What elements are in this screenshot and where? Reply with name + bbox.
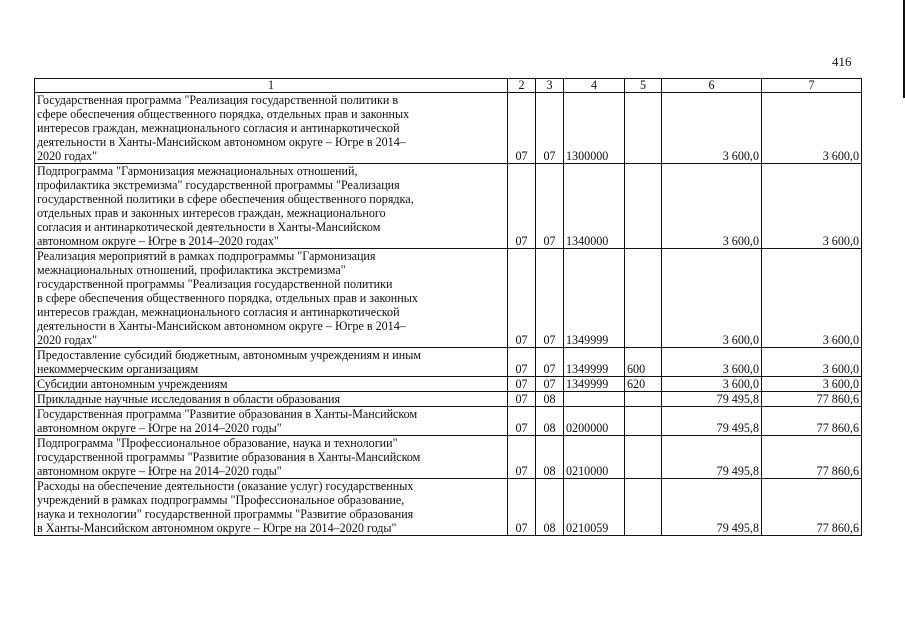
row-amount-1: 3 600,0 [662, 164, 762, 249]
row-amount-2: 77 860,6 [762, 479, 862, 536]
row-amount-2: 77 860,6 [762, 392, 862, 407]
row-target-code [564, 392, 625, 407]
row-target-code: 0210000 [564, 436, 625, 479]
table-row [35, 164, 862, 249]
row-target-code: 1349999 [564, 377, 625, 392]
row-expense-type: 620 [625, 377, 662, 392]
header-col-7: 7 [762, 79, 862, 93]
row-target-code: 0200000 [564, 407, 625, 436]
row-amount-2: 3 600,0 [762, 249, 862, 348]
row-amount-1: 79 495,8 [662, 407, 762, 436]
row-subsection: 07 [536, 164, 564, 249]
row-amount-1: 3 600,0 [662, 93, 762, 164]
row-expense-type [625, 249, 662, 348]
page-number: 416 [832, 54, 852, 69]
row-amount-2: 3 600,0 [762, 348, 862, 377]
table-row [35, 249, 862, 348]
row-amount-2: 3 600,0 [762, 93, 862, 164]
row-amount-1: 3 600,0 [662, 377, 762, 392]
row-name: Расходы на обеспечение деятельности (оказание услуг) государственных учреждений в рамках подпрограммы "Профессиональное образование, наука и технологии" государственной программы "Развитие образования в Ханты-Мансийском автономном округе – Югре на 2014–2020 годы" [35, 479, 508, 536]
row-section: 07 [508, 377, 536, 392]
row-amount-2: 77 860,6 [762, 436, 862, 479]
header-col-6: 6 [662, 79, 762, 93]
row-subsection: 07 [536, 348, 564, 377]
row-amount-1: 79 495,8 [662, 392, 762, 407]
header-col-1: 1 [35, 79, 508, 93]
row-section: 07 [508, 164, 536, 249]
header-col-3: 3 [536, 79, 564, 93]
row-expense-type [625, 392, 662, 407]
row-expense-type [625, 93, 662, 164]
row-amount-1: 79 495,8 [662, 479, 762, 536]
row-subsection: 07 [536, 93, 564, 164]
row-name: Государственная программа "Реализация государственной политики в сфере обеспечения общественного порядка, отдельных прав и законных интересов граждан, межнационального согласия и антинаркотической деятельности в Ханты-Мансийском автономном округе – Югре в 2014– 2020 годах" [35, 93, 508, 164]
table-row [35, 392, 862, 407]
row-section: 07 [508, 93, 536, 164]
table-row [35, 436, 862, 479]
budget-table [34, 78, 862, 536]
row-amount-2: 3 600,0 [762, 164, 862, 249]
row-section: 07 [508, 436, 536, 479]
row-subsection: 08 [536, 392, 564, 407]
row-section: 07 [508, 392, 536, 407]
row-name: Прикладные научные исследования в области образования [35, 392, 508, 407]
row-section: 07 [508, 479, 536, 536]
row-section: 07 [508, 348, 536, 377]
table-header-row [35, 79, 862, 93]
row-section: 07 [508, 407, 536, 436]
row-target-code: 1349999 [564, 249, 625, 348]
header-col-5: 5 [625, 79, 662, 93]
table-row [35, 348, 862, 377]
row-target-code: 1349999 [564, 348, 625, 377]
table-row [35, 93, 862, 164]
row-name: Подпрограмма "Гармонизация межнациональных отношений, профилактика экстремизма" государственной программы "Реализация государственной политики в сфере обеспечения общественного порядка, отдельных прав и законных интересов граждан, межнационального согласия и антинаркотической деятельности в Ханты-Мансийском автономном округе – Югре в 2014–2020 годах" [35, 164, 508, 249]
row-subsection: 08 [536, 407, 564, 436]
row-expense-type [625, 479, 662, 536]
row-name: Государственная программа "Развитие образования в Ханты-Мансийском автономном округе – Югре на 2014–2020 годы" [35, 407, 508, 436]
row-amount-2: 77 860,6 [762, 407, 862, 436]
row-target-code: 0210059 [564, 479, 625, 536]
row-amount-2: 3 600,0 [762, 377, 862, 392]
row-amount-1: 3 600,0 [662, 348, 762, 377]
table-row [35, 479, 862, 536]
row-expense-type [625, 436, 662, 479]
header-col-4: 4 [564, 79, 625, 93]
row-name: Подпрограмма "Профессиональное образование, наука и технологии" государственной программы "Развитие образования в Ханты-Мансийском автономном округе – Югре на 2014–2020 годы" [35, 436, 508, 479]
row-expense-type [625, 164, 662, 249]
budget-table-container [34, 78, 861, 588]
row-amount-1: 3 600,0 [662, 249, 762, 348]
row-target-code: 1340000 [564, 164, 625, 249]
row-target-code: 1300000 [564, 93, 625, 164]
table-row [35, 377, 862, 392]
table-row [35, 407, 862, 436]
row-subsection: 08 [536, 479, 564, 536]
row-expense-type [625, 407, 662, 436]
row-amount-1: 79 495,8 [662, 436, 762, 479]
row-subsection: 07 [536, 249, 564, 348]
row-subsection: 07 [536, 377, 564, 392]
row-name: Реализация мероприятий в рамках подпрограммы "Гармонизация межнациональных отношений, профилактика экстремизма" государственной программы "Реализация государственной политики в сфере обеспечения общественного порядка, отдельных прав и законных интересов граждан, межнационального согласия и антинаркотической деятельности в Ханты-Мансийском автономном округе – Югре в 2014– 2020 годах" [35, 249, 508, 348]
row-section: 07 [508, 249, 536, 348]
row-name: Предоставление субсидий бюджетным, автономным учреждениям и иным некоммерческим организациям [35, 348, 508, 377]
header-col-2: 2 [508, 79, 536, 93]
row-subsection: 08 [536, 436, 564, 479]
row-name: Субсидии автономным учреждениям [35, 377, 508, 392]
row-expense-type: 600 [625, 348, 662, 377]
